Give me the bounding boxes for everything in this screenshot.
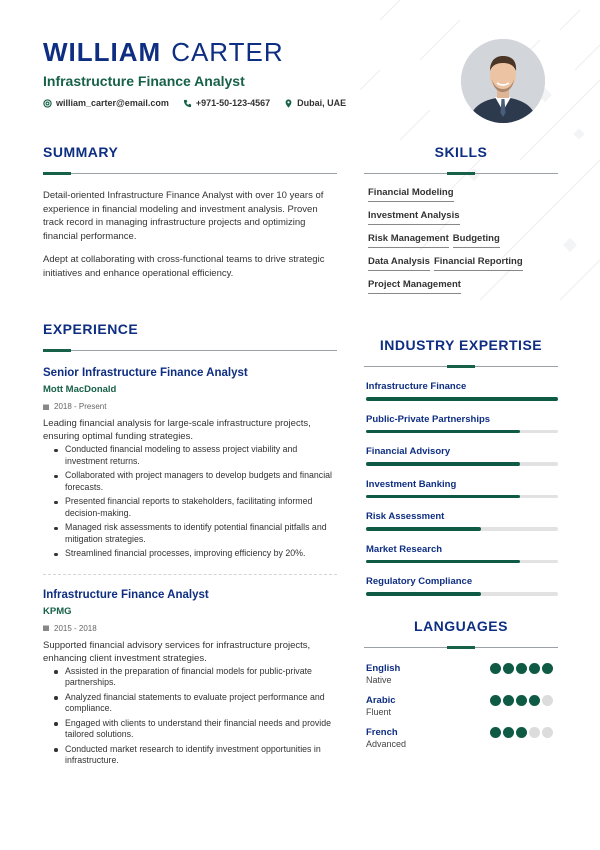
rating-dot-filled [542,663,553,674]
language-level: Native [366,675,392,685]
expertise-item [364,511,558,531]
job-bullets [43,666,337,767]
experience-heading: EXPERIENCE [43,321,139,337]
job-bullet: Collaborated with project managers to develop budgets and financial forecasts. [54,470,337,493]
expertise-name: Infrastructure Finance [366,381,467,392]
profile-photo [461,39,545,123]
expertise-section [364,337,558,609]
rating-dot-filled [490,727,501,738]
contact-info [43,98,443,108]
rating-dot-empty [542,695,553,706]
expertise-bar-track [366,430,558,434]
summary-divider [43,173,337,174]
summary-section [43,144,337,280]
skill-tag: Data Analysis [368,255,430,271]
calendar-icon [43,625,49,631]
expertise-name: Investment Banking [366,478,457,490]
summary-paragraph: Detail-oriented Infrastructure Finance Analyst with over 10 years of experience in financial modeling and investment analysis. Proven track record in managing infrastructure projects and optimizing financial performance. [43,190,324,242]
expertise-item [364,576,558,596]
expertise-bar-track [366,592,558,596]
expertise-bar-fill [366,560,520,564]
expertise-bar-track [366,462,558,466]
skill-tag: Project Management [368,278,461,294]
location-pin-icon [284,99,293,108]
expertise-name: Regulatory Compliance [366,576,473,587]
job-bullet: Streamlined financial processes, improving efficiency by 20%. [54,548,337,560]
job-description: Supported financial advisory services for infrastructure projects, enhancing client investment strategies. [43,639,311,664]
job-title: Infrastructure Finance Analyst [43,588,209,601]
expertise-bar-track [366,397,558,401]
expertise-item [364,479,558,499]
job-title: Senior Infrastructure Finance Analyst [43,367,248,379]
language-item [366,663,558,685]
language-rating [490,727,553,738]
skills-section [364,144,558,294]
job-dates [43,402,337,411]
job-dates-text: 2018 - Present [54,402,107,411]
at-icon [43,99,52,108]
job-description: Leading financial analysis for large-scale infrastructure projects, ensuring optimal funding strategies. [43,418,311,442]
expertise-bar-fill [366,495,520,499]
languages-section [364,618,558,759]
job-bullet: Conducted market research to identify investment opportunities in infrastructure. [54,744,337,767]
expertise-divider [364,366,558,367]
rating-dot-filled [490,695,501,706]
skill-tag: Financial Modeling [368,186,454,202]
skills-list [364,186,558,294]
phone-text: +971-50-123-4567 [195,98,271,108]
language-name: French [366,727,398,738]
rating-dot-filled [503,727,514,738]
contact-email[interactable] [43,98,169,108]
job-bullet: Presented financial reports to stakeholders, facilitating informed decision-making. [54,496,337,519]
job-bullet: Engaged with clients to understand their financial needs and provide tailored solutions. [54,718,337,741]
contact-location [284,98,346,108]
expertise-bar-fill [366,592,481,596]
job-bullet: Assisted in the preparation of financial models for public-private partnerships. [54,666,337,689]
experience-divider [43,350,337,351]
email-text: william_carter@email.com [56,98,169,108]
contact-phone[interactable] [183,98,270,108]
rating-dot-empty [529,727,540,738]
job-title-headline: Infrastructure Finance Analyst [43,73,245,89]
expertise-heading: INDUSTRY EXPERTISE [379,337,543,353]
languages-heading: LANGUAGES [414,618,508,634]
job-entry [43,367,337,560]
skill-tag: Investment Analysis [368,209,460,225]
expertise-name: Risk Assessment [366,511,445,522]
job-dates [43,624,337,633]
expertise-bar-track [366,560,558,564]
expertise-name: Market Research [366,543,443,555]
rating-dot-empty [542,727,553,738]
skill-tag: Risk Management [368,232,449,248]
languages-list [364,663,558,749]
rating-dot-filled [503,695,514,706]
company-name: KPMG [43,605,72,617]
language-item [366,727,558,749]
job-dates-text: 2015 - 2018 [54,623,97,633]
language-level: Fluent [366,707,392,717]
location-text: Dubai, UAE [297,98,347,108]
resume-header [43,37,443,108]
rating-dot-filled [516,727,527,738]
calendar-icon [43,404,49,410]
job-entry [43,589,337,767]
language-item [366,695,558,717]
skill-tag: Budgeting [453,232,500,248]
job-bullet: Analyzed financial statements to evaluate project performance and compliance. [54,692,337,715]
language-rating [490,695,553,706]
rating-dot-filled [490,663,501,674]
expertise-name: Financial Advisory [366,446,451,457]
expertise-bar-fill [366,397,558,401]
expertise-name: Public-Private Partnerships [366,413,491,425]
expertise-bar-track [366,495,558,499]
expertise-item [364,414,558,434]
summary-heading: SUMMARY [43,144,119,160]
job-separator [43,574,337,575]
rating-dot-filled [516,663,527,674]
job-bullet: Conducted financial modeling to assess project viability and investment returns. [54,444,337,467]
rating-dot-filled [529,695,540,706]
expertise-item [364,381,558,401]
full-name [43,37,443,67]
rating-dot-filled [529,663,540,674]
expertise-bar-track [366,527,558,531]
expertise-bar-fill [366,430,520,434]
summary-paragraph: Adept at collaborating with cross-functional teams to drive strategic initiatives and enhance operational efficiency. [43,254,325,279]
skills-divider [364,173,558,174]
expertise-bar-fill [366,462,520,466]
job-bullet: Managed risk assessments to identify potential financial pitfalls and mitigation strategies. [54,522,337,545]
skill-tag: Financial Reporting [434,255,523,271]
last-name: CARTER [171,37,284,67]
rating-dot-filled [503,663,514,674]
expertise-item [364,446,558,466]
expertise-bar-fill [366,527,481,531]
language-level: Advanced [366,739,407,749]
experience-section [43,321,337,770]
job-bullets [43,444,337,560]
phone-icon [183,99,192,108]
languages-divider [364,647,558,648]
language-name: English [366,663,401,674]
rating-dot-filled [516,695,527,706]
company-name: Mott MacDonald [43,384,117,395]
skills-heading: SKILLS [434,144,488,160]
language-name: Arabic [366,695,396,706]
expertise-item [364,544,558,564]
first-name: WILLIAM [43,37,162,67]
language-rating [490,663,553,674]
avatar-illustration [461,39,545,123]
expertise-list [364,381,558,596]
